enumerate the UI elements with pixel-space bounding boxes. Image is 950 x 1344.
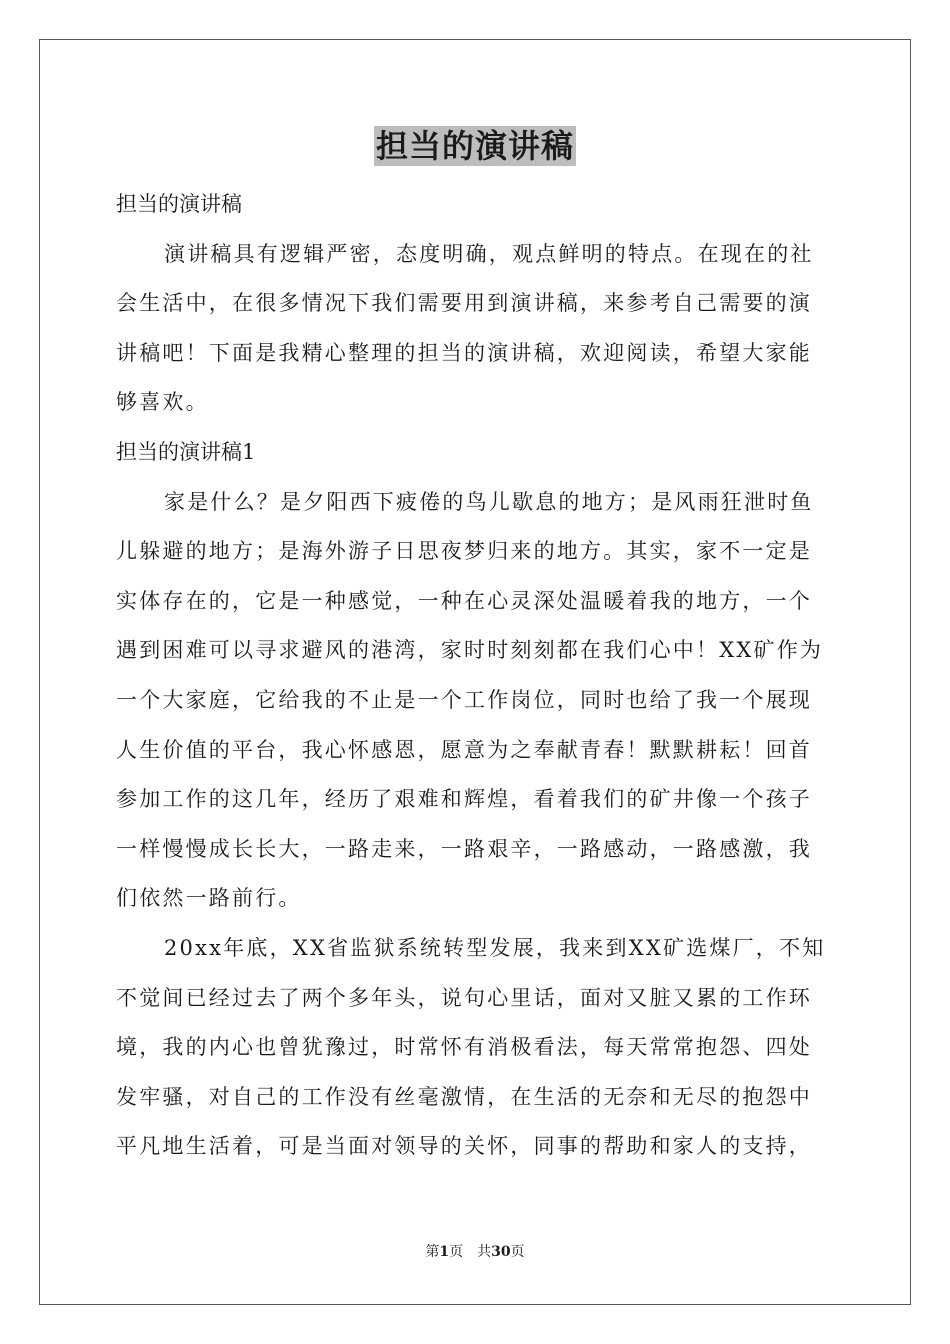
body-paragraph-2: 20xx年底，XX省监狱系统转型发展，我来到XX矿选煤厂，不知不觉间已经过去了两个多年头，说句心里话，面对又脏又累的工作环境，我的内心也曾犹豫过，时常怀有消极看法，每天常常抱怨、四处发牢骚，对自己的工作没有丝毫激情，在生活的无奈和无尽的抱怨中平凡地生活着，可是当面对领导的关怀，同事的帮助和家人的支持，: [116, 935, 826, 1159]
subtitle: 担当的演讲稿: [116, 192, 242, 216]
intro-paragraph: 演讲稿具有逻辑严密，态度明确，观点鲜明的特点。在现在的社会生活中，在很多情况下我们需要用到演讲稿，来参考自己需要的演讲稿吧！下面是我精心整理的担当的演讲稿，欢迎阅读，希望大家能够喜欢。: [116, 241, 814, 415]
footer-suffix: 页: [510, 1244, 525, 1260]
footer-mid: 页 共: [449, 1244, 492, 1260]
section-heading: 担当的演讲稿1: [116, 439, 256, 464]
document-body: [116, 180, 834, 1172]
title-wrap: [0, 126, 950, 166]
footer-page-number: 1: [439, 1244, 450, 1260]
document-title: 担当的演讲稿: [375, 127, 574, 165]
footer-page-total: 30: [491, 1244, 511, 1260]
footer-prefix: 第: [425, 1244, 440, 1260]
page-footer: [0, 1242, 950, 1262]
body-paragraph-1: 家是什么？是夕阳西下疲倦的鸟儿歇息的地方；是风雨狂泄时鱼儿躲避的地方；是海外游子日思夜梦归来的地方。其实，家不一定是实体存在的，它是一种感觉，一种在心灵深处温暖着我的地方，一个遇到困难可以寻求避风的港湾，家时时刻刻都在我们心中！XX矿作为一个大家庭，它给我的不止是一个工作岗位，同时也给了我一个展现人生价值的平台，我心怀感恩，愿意为之奉献青春！默默耕耘！回首参加工作的这几年，经历了艰难和辉煌，看着我们的矿井像一个孩子一样慢慢成长长大，一路走来，一路艰辛，一路感动，一路感激，我们依然一路前行。: [116, 489, 824, 911]
